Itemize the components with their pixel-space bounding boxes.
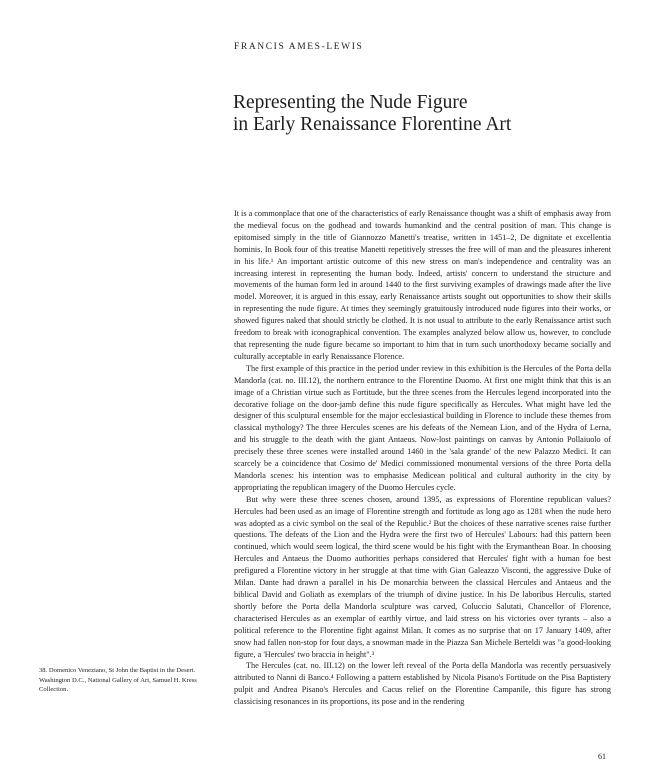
figure-caption: 38. Domenico Veneziano, St John the Baptist in the Desert. Washington D.C., National Gallery of Art, Samuel H. Kress Collection. [39, 667, 197, 693]
article-title-line-1: Representing the Nude Figure [233, 92, 468, 113]
body-paragraph: The Hercules (cat. no. III.12) on the lower left reveal of the Porta della Mandorla was recently persuasively attributed to Nanni di Banco.⁴ Following a pattern established by Nicola Pisano's Fortitude on the Pisa Baptistery pulpit and Andrea Pisano's Hercules and Cacus relief on the Florentine Campanile, this figure has strong classicising resonances in its proportions, its pose and in the rendering [234, 661, 611, 707]
page-number: 61 [598, 752, 606, 761]
article-title-line-2: in Early Renaissance Florentine Art [233, 114, 512, 135]
article-title [233, 92, 613, 136]
body-paragraph: It is a commonplace that one of the characteristics of early Renaissance thought was a shift of emphasis away from the medieval focus on the godhead and towards humankind and the central position of man. This change is epitomised simply in the title of Giannozzo Manetti's treatise, written in 1451–2, De dignitate et excellentia hominis. In Book four of this treatise Manetti repetitively stresses the free will of man and the pleasures inherent in his life.¹ An important artistic outcome of this new stress on man's independence and centrality was an increasing interest in representing the human body. Indeed, artists' concern to understand the structure and movements of the human form led in around 1440 to the first surviving examples of drawings made after the live model. Moreover, it is argued in this essay, early Renaissance artists sought out opportunities to show their skills in representing the nude figure. At times they seemingly gratuitously introduced nude figures into their works, or showed figures naked that should strictly be clothed. It is not usual to attribute to the early Renaissance artist such freedom to break with iconographical convention. The examples analyzed below allow us, however, to conclude that representing the nude figure became so important to him that in turn such unorthodoxy became socially and culturally acceptable in early Renaissance Florence. [234, 209, 611, 361]
article-body [234, 208, 611, 708]
body-paragraph: The first example of this practice in the period under review in this exhibition is the Hercules of the Porta della Mandorla (cat. no. III.12), the northern entrance to the Florentine Duomo. At first one might think that this is an image of a Christian virtue such as Fortitude, but the three scenes from the Hercules legend incorporated into the decorative foliage on the door-jamb define this nude figure specifically as Hercules. What might have led the designer of this sculptural ensemble for the major ecclesiastical building in Florence to include these themes from classical mythology? The three Hercules scenes are his defeats of the Nemean Lion, and of the Hydra of Lerna, and his struggle to the death with the giant Antaeus. Now-lost paintings on canvas by Antonio Pollaiuolo of precisely these three scenes were installed around 1460 in the 'sala grande' of the new Palazzo Medici. It can scarcely be a coincidence that Cosimo de' Medici commissioned monumental versions of the three Porta della Mandorla scenes: his intention was to emphasise Medicean political and cultural authority in the city by appropriating the republican imagery of the Duomo Hercules cycle. [234, 363, 611, 492]
running-header-author: FRANCIS AMES-LEWIS [234, 42, 364, 52]
body-paragraph: But why were these three scenes chosen, around 1395, as expressions of Florentine republican values? Hercules had been used as an image of Florentine strength and fortitude as long ago as 1281 when the nude hero was adopted as a civic symbol on the seal of the Republic.² But the choices of these narrative scenes raise further questions. The defeats of the Lion and the Hydra were the first two of Hercules' Labours: had this pattern been continued, which would seem logical, the third scene would be his fight with the Erymanthean Boar. In choosing Hercules and Antaeus the Duomo authorities perhaps considered that Hercules' fight with a human foe best prefigured a Florentine victory in her struggle at that time with Gian Galeazzo Visconti, the aggressive Duke of Milan. Dante had drawn a parallel in his De monarchia between the classical Hercules and Antaeus and the biblical David and Goliath as exemplars of the triumph of divine justice. In his De laboribus Herculis, started shortly before the Porta della Mandorla sculpture was carved, Coluccio Salutati, Chancellor of Florence, characterised Hercules as an exemplar of earthly virtue, and laid stress on his victories over tyrants – also a political reference to the Florentine fight against Milan. It comes as no surprise that on 17 January 1409, after snow had fallen non-stop for four days, a snowman made in the Piazza San Michele Berteldi was "a good-looking figure, a 'Hercules' two braccia in height".³ [234, 494, 611, 659]
